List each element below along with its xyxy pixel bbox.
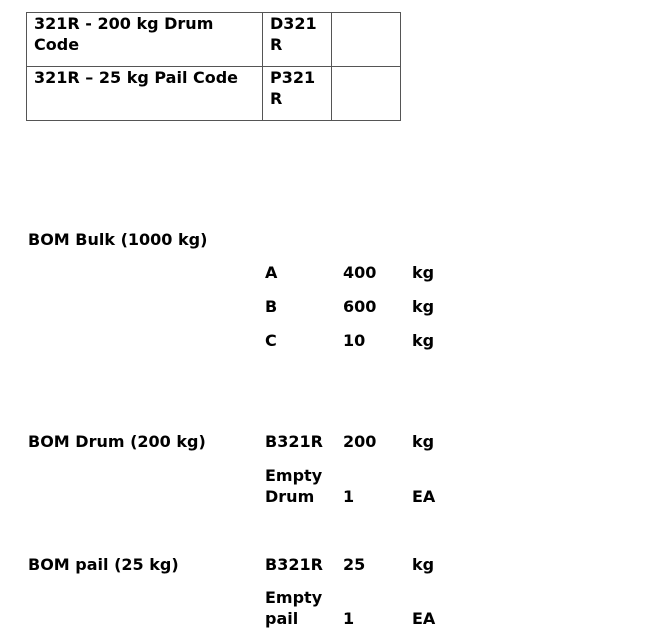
drum-code-value: D321 R [270, 14, 317, 54]
bom-drum-unit: EA [412, 487, 436, 506]
product-codes-table [26, 12, 401, 121]
bom-drum-component: B321R [265, 432, 323, 451]
code-cell [263, 67, 332, 121]
bom-bulk-unit: kg [412, 297, 435, 316]
table-row [27, 13, 401, 67]
bom-drum-qty: 200 [343, 432, 377, 451]
bom-bulk-component: A [265, 263, 278, 282]
bom-bulk-qty: 600 [343, 297, 377, 316]
bom-drum-component-line1: Empty [265, 466, 323, 485]
bom-pail-qty: 25 [343, 555, 366, 574]
bom-bulk-component: C [265, 331, 277, 350]
empty-cell [332, 67, 401, 121]
table-row [27, 67, 401, 121]
bom-pail-component: B321R [265, 555, 323, 574]
description-cell [27, 67, 263, 121]
bom-pail-unit: kg [412, 555, 435, 574]
code-cell [263, 13, 332, 67]
bom-pail-component-line2: pail [265, 609, 299, 628]
bom-bulk-qty: 10 [343, 331, 366, 350]
bom-bulk-unit: kg [412, 263, 435, 282]
description-cell [27, 13, 263, 67]
bom-drum-title: BOM Drum (200 kg) [28, 432, 206, 451]
bom-drum-qty: 1 [343, 487, 355, 506]
bom-drum-unit: kg [412, 432, 435, 451]
bom-bulk-unit: kg [412, 331, 435, 350]
bom-pail-component-line1: Empty [265, 588, 323, 607]
bom-bulk-component: B [265, 297, 278, 316]
pail-code-value: P321 R [270, 68, 316, 108]
drum-code-description: 321R - 200 kg Drum Code [34, 14, 214, 54]
pail-code-description: 321R – 25 kg Pail Code [34, 68, 239, 87]
bom-pail-qty: 1 [343, 609, 355, 628]
bom-drum-component-line2: Drum [265, 487, 315, 506]
bom-pail-title: BOM pail (25 kg) [28, 555, 179, 574]
bom-bulk-qty: 400 [343, 263, 377, 282]
bom-bulk-title: BOM Bulk (1000 kg) [28, 230, 208, 249]
empty-cell [332, 13, 401, 67]
bom-pail-unit: EA [412, 609, 436, 628]
